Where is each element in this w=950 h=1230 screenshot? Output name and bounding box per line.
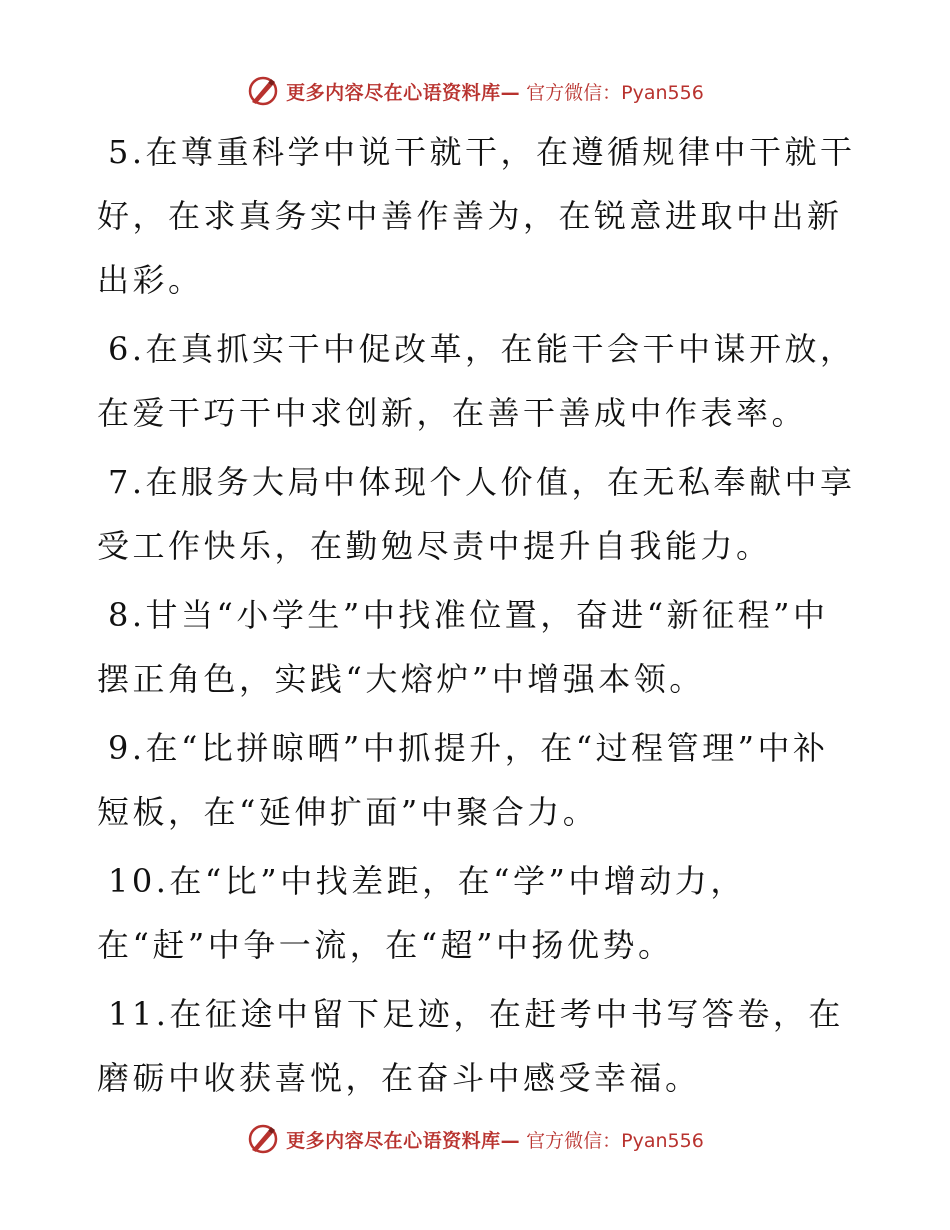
footer-banner xyxy=(0,1114,950,1164)
document-body xyxy=(97,120,857,1115)
banner-text: 更多内容尽在心语资料库— xyxy=(286,81,521,104)
list-item: 5.在尊重科学中说干就干，在遵循规律中干就干好，在求真务实中善作善为，在锐意进取中出新出彩。 xyxy=(97,133,856,299)
list-item: 8.甘当“小学生”中找准位置，奋进“新征程”中摆正角色，实践“大熔炉”中增强本领。 xyxy=(97,596,829,698)
list-item: 10.在“比”中找差距，在“学”中增动力，在“赶”中争一流，在“超”中扬优势。 xyxy=(97,862,746,964)
list-item: 7.在服务大局中体现个人价值，在无私奉献中享受工作快乐，在勤勉尽责中提升自我能力。 xyxy=(97,463,856,565)
banner-text: 更多内容尽在心语资料库— xyxy=(286,1129,521,1152)
header-banner xyxy=(0,66,950,116)
list-item: 6.在真抓实干中促改革，在能干会干中谋开放，在爱干巧干中求创新，在善干善成中作表率。 xyxy=(97,330,856,432)
pen-circle-logo-icon xyxy=(246,74,280,108)
banner-wechat: 官方微信：Pyan556 xyxy=(526,81,704,104)
pen-circle-logo-icon xyxy=(246,1122,280,1156)
list-item: 11.在征途中留下足迹，在赶考中书写答卷，在磨砺中收获喜悦，在奋斗中感受幸福。 xyxy=(97,995,844,1097)
banner-wechat: 官方微信：Pyan556 xyxy=(526,1129,704,1152)
list-item: 9.在“比拼晾晒”中抓提升，在“过程管理”中补短板，在“延伸扩面”中聚合力。 xyxy=(97,729,829,831)
